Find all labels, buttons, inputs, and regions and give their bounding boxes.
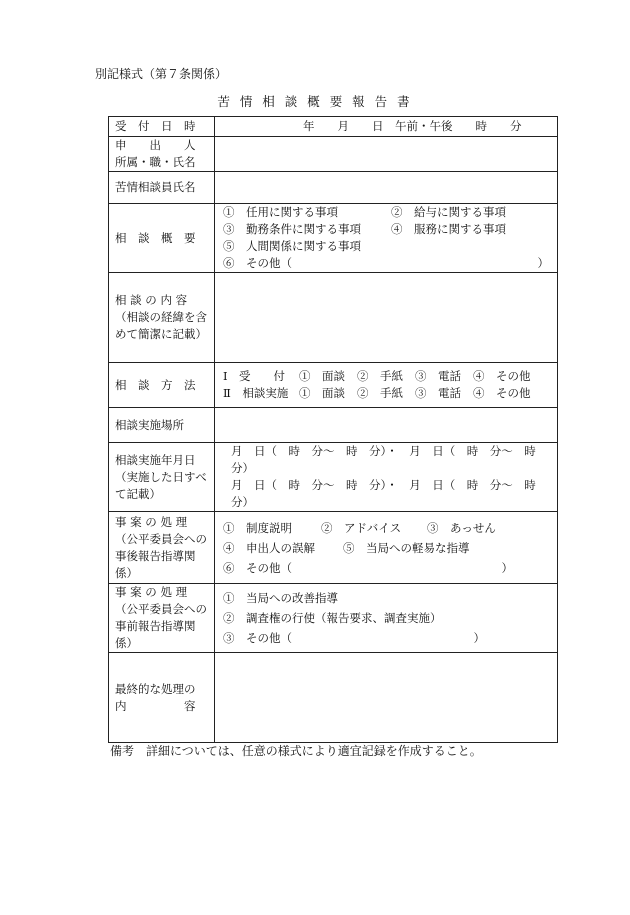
method-options <box>215 363 558 408</box>
method-reception-interview[interactable]: ① 面談 <box>299 369 345 383</box>
row-reception-datetime <box>109 117 558 137</box>
method-implementation-letter[interactable]: ② 手紙 <box>357 386 403 400</box>
summary-option-2[interactable]: ② 給与に関する事項 <box>391 205 506 219</box>
handling-post-options <box>215 512 558 584</box>
method-implementation-other[interactable]: ④ その他 <box>473 386 531 400</box>
row-location <box>109 408 558 443</box>
reception-datetime-field[interactable] <box>215 117 558 137</box>
handling-prior-options <box>215 584 558 653</box>
handling-prior-option-3-close: ） <box>473 631 485 645</box>
form-number: 別記様式（第７条関係） <box>95 67 228 81</box>
handling-post-option-1[interactable]: ① 制度説明 <box>223 520 292 535</box>
label-final <box>109 653 215 743</box>
reception-datetime-template: 年 月 日 午前・午後 時 分 <box>303 119 522 133</box>
location-field[interactable] <box>215 408 558 443</box>
row-handling-prior <box>109 584 558 653</box>
label-location: 相談実施場所 <box>109 408 215 443</box>
row-dates <box>109 443 558 512</box>
summary-option-6-close: ） <box>537 256 549 270</box>
label-counselor: 苦情相談員氏名 <box>109 172 215 204</box>
method-reception-other[interactable]: ④ その他 <box>473 369 531 383</box>
label-dates: 相談実施年月日（実施した日すべて記載） <box>109 443 215 512</box>
label-handling-prior: 事 案 の 処 理（公平委員会への事前報告指導関係） <box>109 584 215 653</box>
row-handling-post <box>109 512 558 584</box>
label-applicant-line1: 申 出 人 <box>115 138 196 152</box>
summary-option-3[interactable]: ③ 勤務条件に関する事項 <box>223 222 361 236</box>
row-counselor <box>109 172 558 204</box>
final-field[interactable] <box>215 653 558 743</box>
handling-prior-option-1[interactable]: ① 当局への改善指導 <box>223 591 338 605</box>
handling-prior-option-3[interactable]: ③ その他（ <box>223 631 292 645</box>
handling-post-option-4[interactable]: ④ 申出人の誤解 <box>223 540 315 555</box>
handling-post-option-2[interactable]: ② アドバイス <box>321 520 402 535</box>
method-reception-label: Ⅰ 受 付 <box>223 369 286 383</box>
method-implementation-label: Ⅱ 相談実施 <box>223 386 289 400</box>
summary-option-4[interactable]: ④ 服務に関する事項 <box>391 222 506 236</box>
summary-option-6[interactable]: ⑥ その他（ <box>223 256 292 270</box>
counselor-field[interactable] <box>215 172 558 204</box>
label-content: 相 談 の 内 容（相談の経緯を含めて簡潔に記載） <box>109 273 215 363</box>
label-handling-post: 事 案 の 処 理（公平委員会への事後報告指導関係） <box>109 512 215 584</box>
dates-line-1: 月 日（ 時 分～ 時 分）・ 月 日（ 時 分～ 時 分） <box>231 444 548 475</box>
row-summary <box>109 204 558 273</box>
dates-field[interactable] <box>215 443 558 512</box>
remarks-note: 備考 詳細については、任意の様式により適宜記録を作成すること。 <box>110 744 482 758</box>
summary-option-5[interactable]: ⑤ 人間関係に関する事項 <box>223 239 361 253</box>
label-final-line2: 内 容 <box>115 698 196 713</box>
summary-option-1[interactable]: ① 任用に関する事項 <box>223 205 338 219</box>
label-method: 相 談 方 法 <box>109 363 215 408</box>
method-reception-phone[interactable]: ③ 電話 <box>415 369 461 383</box>
document-title: 苦 情 相 談 概 要 報 告 書 <box>217 94 413 109</box>
applicant-field[interactable] <box>215 137 558 172</box>
handling-post-option-3[interactable]: ③ あっせん <box>427 520 496 535</box>
method-implementation-interview[interactable]: ① 面談 <box>299 386 345 400</box>
handling-post-option-6[interactable]: ⑥ その他（ <box>223 560 292 575</box>
row-final <box>109 653 558 743</box>
row-method <box>109 363 558 408</box>
dates-line-2: 月 日（ 時 分～ 時 分）・ 月 日（ 時 分～ 時 分） <box>231 478 548 509</box>
handling-post-option-6-close: ） <box>501 560 513 575</box>
handling-post-option-5[interactable]: ⑤ 当局への軽易な指導 <box>343 540 470 555</box>
content-field[interactable] <box>215 273 558 363</box>
summary-options <box>215 204 558 273</box>
label-applicant-line2: 所属・職・氏名 <box>115 155 196 169</box>
handling-prior-option-2[interactable]: ② 調査権の行使（報告要求、調査実施） <box>223 611 442 625</box>
row-content <box>109 273 558 363</box>
report-form-table <box>108 116 558 743</box>
label-final-line1: 最終的な処理の <box>115 681 196 696</box>
row-applicant <box>109 137 558 172</box>
label-reception-datetime: 受 付 日 時 <box>109 117 215 137</box>
method-implementation-phone[interactable]: ③ 電話 <box>415 386 461 400</box>
label-summary: 相 談 概 要 <box>109 204 215 273</box>
label-applicant <box>109 137 215 172</box>
method-reception-letter[interactable]: ② 手紙 <box>357 369 403 383</box>
